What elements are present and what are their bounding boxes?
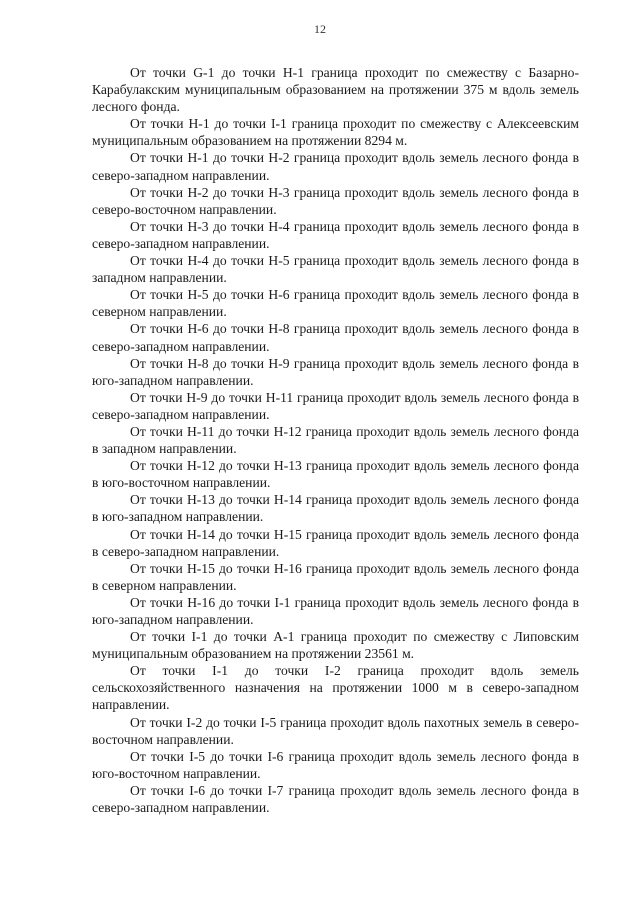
document-body — [92, 64, 579, 816]
paragraph: От точки Н-9 до точки Н-11 граница проходит вдоль земель лесного фонда в северо-западном направлении. — [92, 389, 579, 422]
paragraph: От точки Н-12 до точки Н-13 граница проходит вдоль земель лесного фонда в юго-восточном направлении. — [92, 458, 579, 491]
paragraph: От точки Н-2 до точки Н-3 граница проходит вдоль земель лесного фонда в северо-восточном направлении. — [92, 184, 579, 217]
paragraph: От точки Н-8 до точки Н-9 граница проходит вдоль земель лесного фонда в юго-западном направлении. — [92, 355, 579, 388]
paragraph: От точки Н-6 до точки Н-8 граница проходит вдоль земель лесного фонда в северо-западном направлении. — [92, 321, 579, 354]
paragraph: От точки I-1 до точки А-1 граница проходит по смежеству с Липовским муниципальным образованием на протяжении 23561 м. — [92, 629, 579, 662]
paragraph: От точки I-1 до точки I-2 граница проходит вдоль земель сельскохозяйственного назначения на протяжении 1000 м в северо-западном направлении. — [92, 663, 579, 713]
paragraph: От точки Н-16 до точки I-1 граница проходит вдоль земель лесного фонда в юго-западном направлении. — [92, 594, 579, 627]
paragraph: От точки I-2 до точки I-5 граница проходит вдоль пахотных земель в северо-восточном направлении. — [92, 714, 579, 747]
paragraph: От точки Н-13 до точки Н-14 граница проходит вдоль земель лесного фонда в юго-западном направлении. — [92, 492, 579, 525]
paragraph: От точки Н-1 до точки I-1 граница проходит по смежеству с Алексеевским муниципальным образованием на протяжении 8294 м. — [92, 116, 579, 149]
paragraph: От точки Н-5 до точки Н-6 граница проходит вдоль земель лесного фонда в северном направлении. — [92, 287, 579, 320]
paragraph: От точки Н-14 до точки Н-15 граница проходит вдоль земель лесного фонда в северо-западном направлении. — [92, 526, 579, 559]
paragraph: От точки I-6 до точки I-7 граница проходит вдоль земель лесного фонда в северо-западном направлении. — [92, 782, 579, 816]
paragraph: От точки Н-11 до точки Н-12 граница проходит вдоль земель лесного фонда в западном направлении. — [92, 423, 579, 457]
paragraph: От точки Н-15 до точки Н-16 граница проходит вдоль земель лесного фонда в северном направлении. — [92, 560, 579, 593]
paragraph: От точки Н-1 до точки Н-2 граница проходит вдоль земель лесного фонда в северо-западном направлении. — [92, 150, 579, 183]
paragraph: От точки Н-3 до точки Н-4 граница проходит вдоль земель лесного фонда в северо-западном направлении. — [92, 218, 579, 251]
paragraph: От точки I-5 до точки I-6 граница проходит вдоль земель лесного фонда в юго-восточном направлении. — [92, 748, 579, 781]
page-number: 12 — [314, 22, 326, 36]
paragraph: От точки G-1 до точки Н-1 граница проходит по смежеству с Базарно-Карабулакским муниципальным образованием на протяжении 375 м вдоль земель лесного фонда. — [92, 65, 579, 115]
paragraph: От точки Н-4 до точки Н-5 граница проходит вдоль земель лесного фонда в западном направлении. — [92, 253, 579, 286]
